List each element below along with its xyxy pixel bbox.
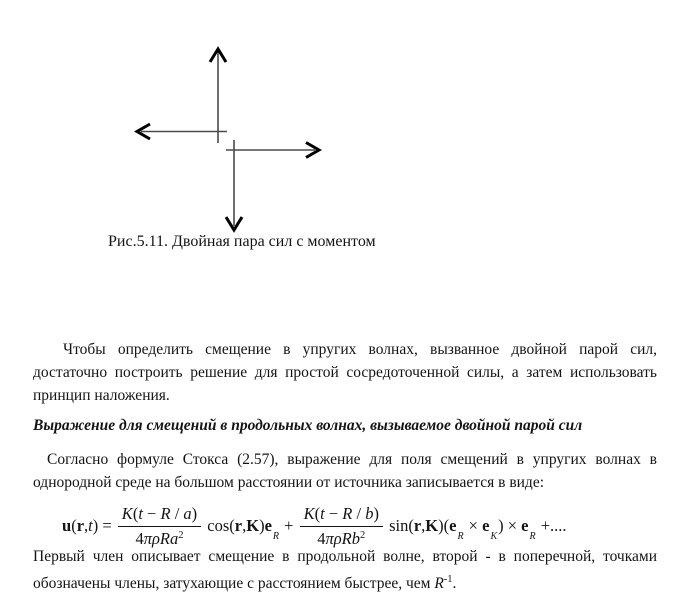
formula-token: u <box>62 516 72 535</box>
arrow-right <box>226 143 319 158</box>
formula-token: K <box>121 503 133 523</box>
formula-token: e <box>521 516 529 535</box>
double-couple-figure <box>0 0 400 250</box>
formula-token: K <box>303 503 315 523</box>
formula-token: t <box>88 516 93 535</box>
formula-token: t <box>138 503 143 523</box>
formula-token: 4 <box>135 528 144 548</box>
formula-token: e <box>482 516 490 535</box>
formula-token: e <box>264 516 272 535</box>
formula-token: πρ <box>143 528 160 548</box>
formula-token: ) <box>373 503 379 523</box>
formula-token: t <box>320 503 325 523</box>
formula-token: r <box>76 516 85 535</box>
formula-token: × <box>464 516 483 535</box>
formula-token: r <box>413 516 422 535</box>
paragraph-line <box>33 568 657 595</box>
formula-token: cos( <box>203 516 235 535</box>
formula-token: ( <box>314 503 321 523</box>
paragraph-stokes <box>33 448 657 494</box>
arrow-left <box>137 124 227 139</box>
formula-token: ) × <box>498 516 522 535</box>
formula-token: / <box>352 503 366 523</box>
formula-token: r <box>234 516 243 535</box>
formula-token: 4 <box>317 528 326 548</box>
formula-token: Ra <box>159 528 179 548</box>
formula-token: sin( <box>384 516 414 535</box>
fraction <box>300 504 383 549</box>
fraction <box>118 504 201 549</box>
paragraph-intro <box>33 338 657 407</box>
formula-token: 2 <box>178 529 184 541</box>
arrow-up <box>210 49 226 143</box>
formula-token: R <box>160 503 171 523</box>
formula-token: R <box>272 531 280 542</box>
paragraph-line: Первый член описывает смещение в продольной волне, второй - в поперечной, точками <box>33 548 657 565</box>
formula-token: +.... <box>536 516 567 535</box>
formula-token: K <box>246 516 260 535</box>
formula-token: K <box>490 531 498 542</box>
formula-token: ( <box>71 516 77 535</box>
section-heading: Выражение для смещений в продольных волнах, вызываемое двойной парой сил <box>33 417 583 434</box>
formula-token: − <box>142 503 161 523</box>
displacement-formula <box>62 501 662 551</box>
text-segment: . <box>452 575 457 592</box>
formula-token: )( <box>438 516 450 535</box>
superscript-minus-one: -1 <box>443 574 453 585</box>
formula-token: b <box>365 503 374 523</box>
paragraph-line: однородной среде на большом расстоянии от источника записывается в виде: <box>33 474 545 491</box>
formula-token: R <box>342 503 353 523</box>
double-couple-svg <box>0 0 400 250</box>
formula-token: ) <box>191 503 198 523</box>
formula-token: , <box>84 516 89 535</box>
formula-token: ) <box>259 516 265 535</box>
formula-token: Rb <box>341 528 361 548</box>
paragraph-interpretation <box>33 545 657 595</box>
formula-token: , <box>242 516 247 535</box>
formula-token: K <box>425 516 439 535</box>
variable-R: R <box>434 575 444 592</box>
paragraph-line: принцип наложения. <box>33 387 170 404</box>
formula-token: 2 <box>360 529 366 541</box>
paragraph-line: Чтобы определить смещение в упругих волнах, вызванное двойной парой сил, <box>63 341 657 358</box>
formula-token: / <box>170 503 184 523</box>
formula-token: ) = <box>92 516 116 535</box>
formula-token: R <box>529 531 536 542</box>
formula-token: πρ <box>325 528 342 548</box>
formula-token: ( <box>132 503 139 523</box>
formula-token: a <box>183 503 192 523</box>
paragraph-line: Согласно формуле Стокса (2.57), выражение для поля смещений в упругих волнах в <box>47 451 657 468</box>
formula-token: , <box>421 516 426 535</box>
formula-token: e <box>449 516 457 535</box>
formula-token: − <box>324 503 343 523</box>
formula-token: + <box>280 516 298 535</box>
paragraph-line: достаточно построить решение для простой сосредоточенной силы, а затем использовать <box>33 364 657 381</box>
arrow-down <box>226 140 242 230</box>
text-segment: обозначены члены, затухающие с расстоянием быстрее, чем <box>33 575 435 592</box>
figure-caption: Рис.5.11. Двойная пара сил с моментом <box>108 233 376 250</box>
formula-token: R <box>457 531 464 542</box>
